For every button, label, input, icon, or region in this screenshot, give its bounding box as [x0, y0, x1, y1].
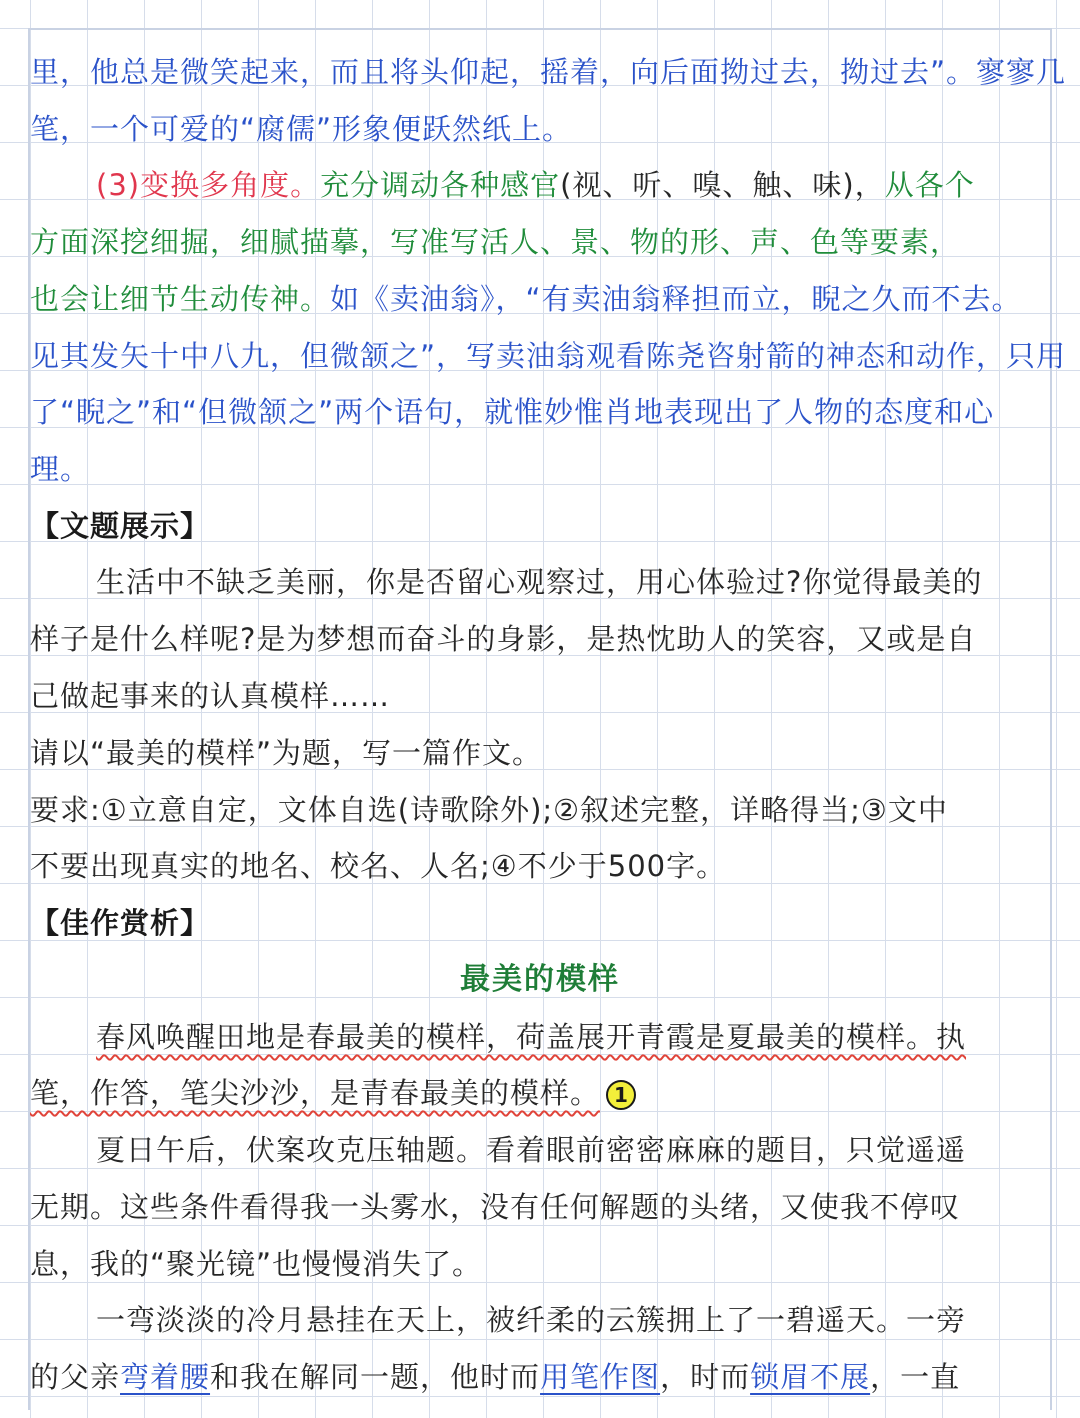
essay-line: 无期。这些条件看得我一头雾水，没有任何解题的头绪，又使我不停叹	[30, 1190, 961, 1224]
essay-line	[30, 1357, 1050, 1397]
point3-line: 见其发矢十中八九，但微颔之”，写卖油翁观看陈尧咨射箭的神态和动作，只用	[30, 339, 1067, 373]
prompt-line: 生活中不缺乏美丽，你是否留心观察过，用心体验过?你觉得最美的	[96, 565, 983, 599]
analysis-section-label: 【佳作赏析】	[30, 906, 211, 940]
essay-line: 一弯淡淡的冷月悬挂在天上，被纤柔的云簇拥上了一碧遥天。一旁	[96, 1303, 967, 1337]
highlighted-sentence: 春风唤醒田地是春最美的模样，荷盖展开青霞是夏最美的模样。执	[96, 1020, 967, 1054]
essay-text: 的父亲	[30, 1360, 121, 1394]
point3-example: 如《卖油翁》，“有卖油翁释担而立，睨之久而不去。	[330, 282, 1022, 316]
underlined-phrase: 弯着腰	[120, 1360, 211, 1394]
point3-senses: (视、听、嗅、触、味)，	[560, 168, 885, 202]
essay-line	[30, 1073, 1050, 1113]
point3-line	[30, 165, 1050, 205]
point3-green-text: 从各个	[884, 168, 975, 202]
intro-line: 笔，一个可爱的“腐儒”形象便跃然纸上。	[30, 112, 573, 146]
highlighted-sentence: 笔，作答，笔尖沙沙，是青春最美的模样。	[30, 1076, 601, 1110]
intro-line: 里，他总是微笑起来，而且将头仰起，摇着，向后面拗过去，拗过去”。寥寥几	[30, 55, 1067, 89]
point3-heading: (3)变换多角度。	[96, 168, 321, 202]
prompt-requirements: 不要出现真实的地名、校名、人名;④不少于500字。	[30, 849, 727, 883]
essay-text: 和我在解同一题，他时而	[210, 1360, 541, 1394]
point3-green-text: 也会让细节生动传神。	[30, 282, 331, 316]
point3-line: 理。	[30, 452, 91, 486]
essay-line: 息，我的“聚光镜”也慢慢消失了。	[30, 1247, 483, 1281]
point3-green-text: 充分调动各种感官	[320, 168, 561, 202]
prompt-instruction: 请以“最美的模样”为题，写一篇作文。	[30, 736, 543, 770]
prompt-line: 己做起事来的认真模样……	[30, 679, 391, 713]
essay-title: 最美的模样	[460, 962, 620, 997]
point3-line: 方面深挖细掘，细腻描摹，写准写活人、景、物的形、声、色等要素，	[30, 225, 961, 259]
essay-text: ，一直	[870, 1360, 961, 1394]
essay-line: 夏日午后，伏案攻克压轴题。看着眼前密密麻麻的题目，只觉遥遥	[96, 1133, 967, 1167]
annotation-marker: 1	[606, 1080, 636, 1110]
point3-line	[30, 279, 1050, 319]
point3-line: 了“睨之”和“但微颔之”两个语句，就惟妙惟肖地表现出了人物的态度和心	[30, 395, 995, 429]
prompt-line: 样子是什么样呢?是为梦想而奋斗的身影，是热忱助人的笑容，又或是自	[30, 622, 977, 656]
underlined-phrase: 锁眉不展	[750, 1360, 871, 1394]
essay-line	[30, 1017, 1050, 1057]
prompt-requirements: 要求:①立意自定，文体自选(诗歌除外);②叙述完整，详略得当;③文中	[30, 793, 948, 827]
essay-text: ，时而	[660, 1360, 751, 1394]
prompt-section-label: 【文题展示】	[30, 509, 211, 543]
underlined-phrase: 用笔作图	[540, 1360, 661, 1394]
